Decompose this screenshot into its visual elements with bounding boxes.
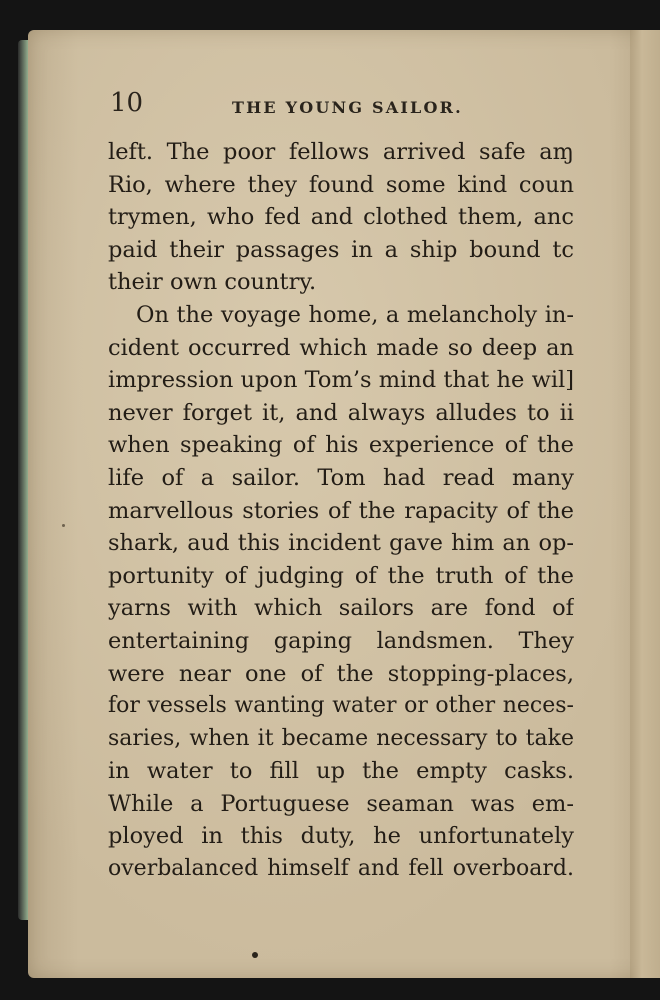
text-line: On the voyage home, a melancholy in- (136, 301, 574, 328)
text-line: portunity of judging of the truth of the (108, 562, 574, 589)
text-line: trymen, who fed and clothed them, anc (108, 204, 574, 231)
page-number: 10 (110, 88, 144, 118)
text-line: Rio, where they found some kind coun (108, 171, 574, 198)
text-line: overbalanced himself and fell overboard. (108, 856, 574, 882)
text-line: entertaining gaping landsmen. They (108, 627, 574, 654)
text-line: marvellous stories of the rapacity of the (108, 497, 574, 524)
text-line: impression upon Tom’s mind that he wil] (108, 367, 574, 394)
text-line: their own country. (108, 269, 317, 296)
text-line: were near one of the stopping-places, (108, 660, 574, 687)
paper-speck (62, 524, 65, 527)
text-line: when speaking of his experience of the (108, 432, 574, 459)
body-text (108, 136, 574, 886)
text-line: never forget it, and always alludes to ii (108, 399, 574, 426)
text-line: ployed in this duty, he unfortunately (108, 823, 574, 850)
text-line: yarns with which sailors are fond of (108, 595, 574, 622)
text-line: saries, when it became necessary to take (108, 725, 574, 751)
page-right-edge (630, 30, 660, 978)
text-line: for vessels wanting water or other neces- (108, 693, 574, 719)
text-line: shark, aud this incident gave him an op- (108, 530, 574, 557)
text-line: in water to fill up the empty casks. (108, 758, 574, 785)
text-line: While a Portuguese seaman was em- (108, 790, 574, 817)
page-header (110, 88, 580, 124)
running-head: THE YOUNG SAILOR. (232, 98, 463, 117)
text-line: paid their passages in a ship bound tc (108, 236, 574, 263)
text-line: left. The poor fellows arrived safe aɱ (108, 139, 574, 165)
footer-mark (252, 952, 258, 958)
text-line: cident occurred which made so deep an (108, 334, 574, 361)
text-line: life of a sailor. Tom had read many (108, 464, 574, 491)
